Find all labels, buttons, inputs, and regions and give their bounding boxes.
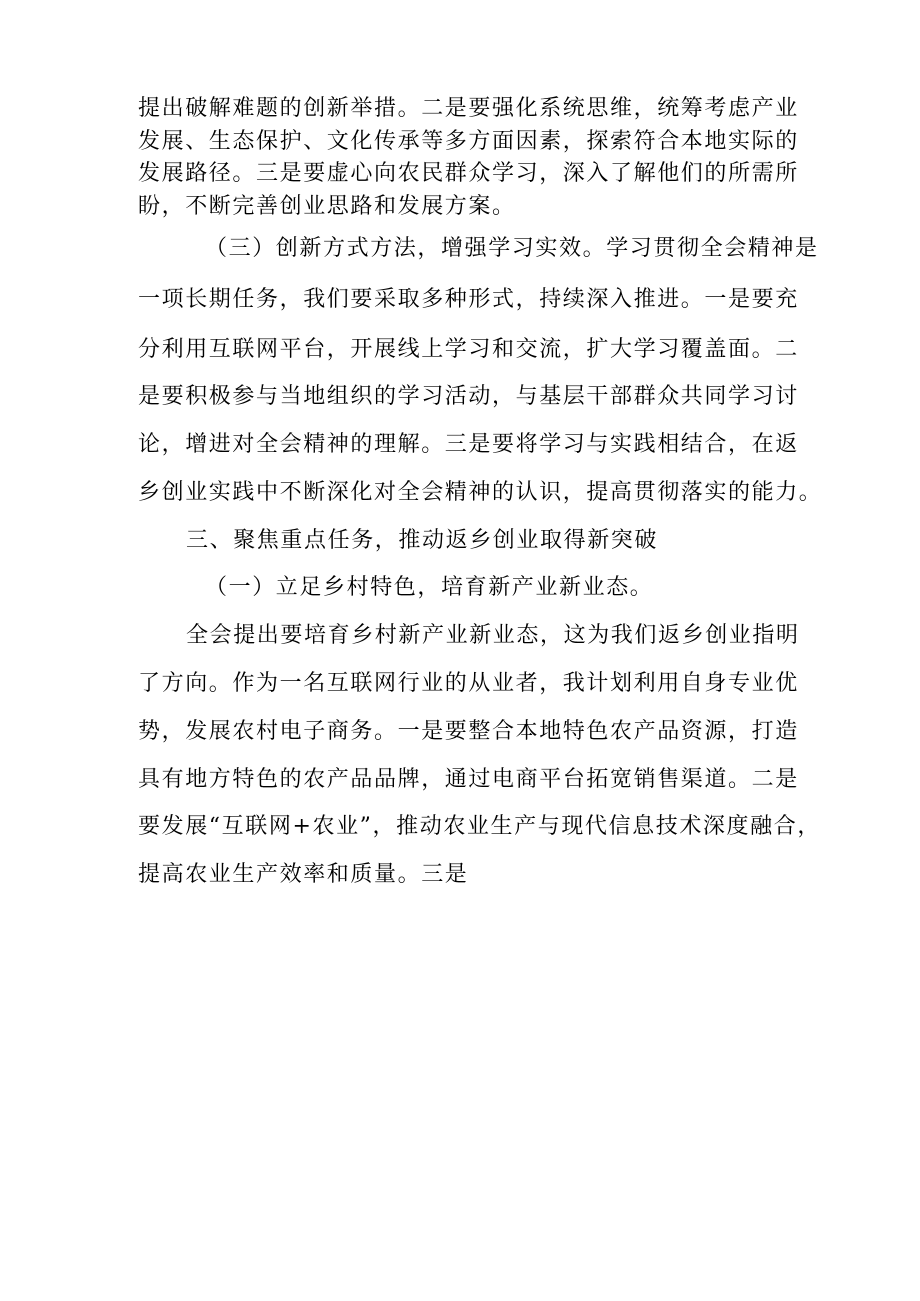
section-heading: （一）立足乡村特色，培育新产业新业态。 bbox=[205, 575, 654, 600]
chapter-heading: 三、聚焦重点任务，推动返乡创业取得新突破 bbox=[186, 528, 659, 553]
text-line: 分利用互联网平台，开展线上学习和交流，扩大学习覆盖面。二 bbox=[138, 337, 799, 362]
text-line: 提出破解难题的创新举措。二是要强化系统思维，统筹考虑产业 bbox=[138, 96, 799, 121]
text-line: 提高农业生产效率和质量。三是 bbox=[138, 862, 469, 887]
text-line: 具有地方特色的农产品品牌，通过电商平台拓宽销售渠道。二是 bbox=[138, 767, 799, 792]
text-line: 要发展“互联网+农业”，推动农业生产与现代信息技术深度融合， bbox=[138, 814, 821, 839]
text-line: 论，增进对全会精神的理解。三是要将学习与实践相结合，在返 bbox=[138, 432, 799, 457]
text-line: 全会提出要培育乡村新产业新业态，这为我们返乡创业指明 bbox=[186, 623, 800, 648]
text-line: 乡创业实践中不断深化对全会精神的认识，提高贯彻落实的能力。 bbox=[138, 480, 823, 505]
section-heading: （三）创新方式方法，增强学习实效。学习贯彻全会精神是 bbox=[205, 236, 819, 261]
text-line: 发展、生态保护、文化传承等多方面因素，探索符合本地实际的 bbox=[138, 129, 799, 154]
text-line: 势，发展农村电子商务。一是要整合本地特色农产品资源，打造 bbox=[138, 719, 799, 744]
text-line: 一项长期任务，我们要采取多种形式，持续深入推进。一是要充 bbox=[138, 287, 799, 312]
text-line: 了方向。作为一名互联网行业的从业者，我计划利用自身专业优 bbox=[138, 671, 799, 696]
text-line: 发展路径。三是要虚心向农民群众学习，深入了解他们的所需所 bbox=[138, 161, 799, 186]
text-line: 是要积极参与当地组织的学习活动，与基层干部群众共同学习讨 bbox=[138, 384, 799, 409]
text-line: 盼，不断完善创业思路和发展方案。 bbox=[138, 194, 516, 219]
